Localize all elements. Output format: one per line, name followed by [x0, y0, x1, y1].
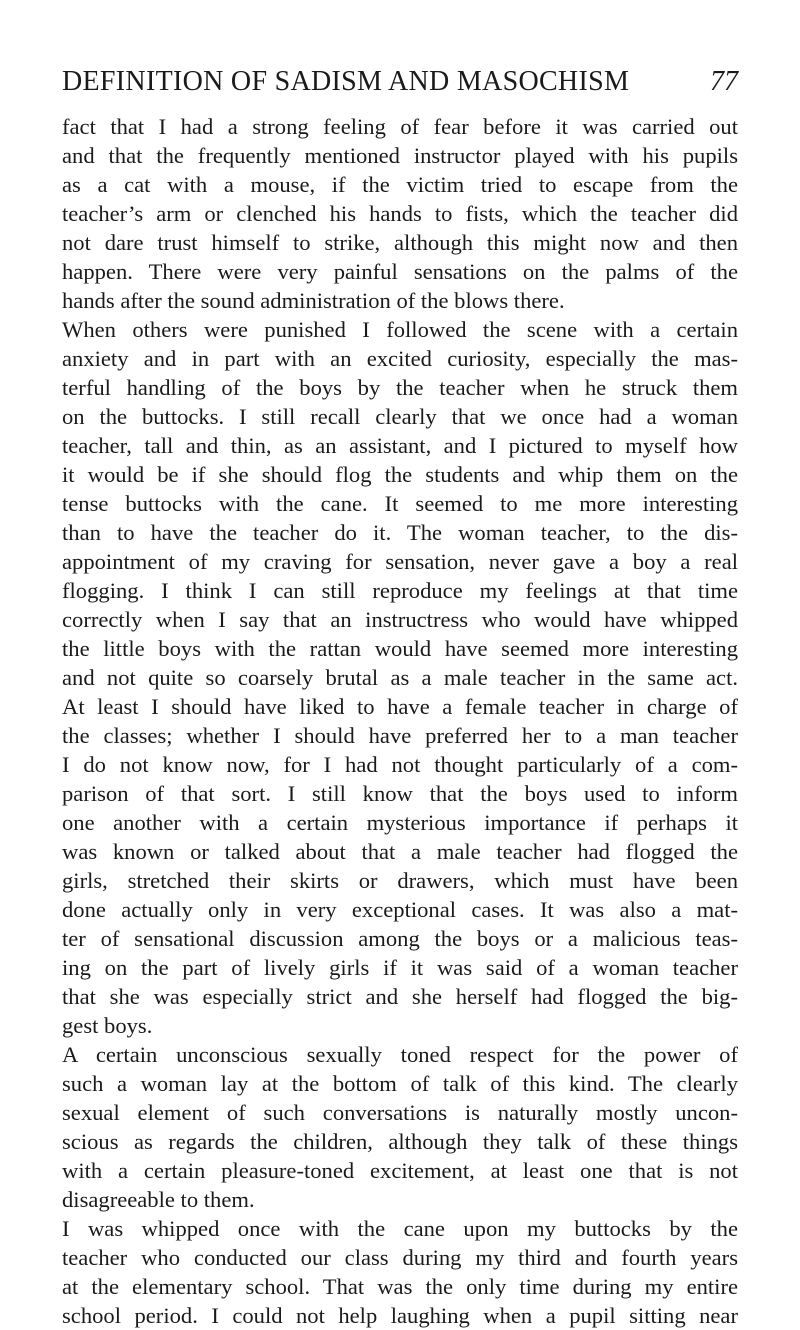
- text-line: was known or talked about that a male teacher had flogged the: [62, 839, 738, 864]
- text-line: teacher who conducted our class during my third and fourth years: [62, 1245, 738, 1270]
- text-line: on the buttocks. I still recall clearly that we once had a woman: [62, 404, 738, 429]
- text-line: such a woman lay at the bottom of talk of this kind. The clearly: [62, 1071, 738, 1096]
- text-line: at the elementary school. That was the only time during my entire: [62, 1274, 738, 1299]
- text-line: tense buttocks with the cane. It seemed to me more interesting: [62, 491, 738, 516]
- text-line: hands after the sound administration of the blows there.: [62, 288, 565, 313]
- text-line: the little boys with the rattan would have seemed more interesting: [62, 636, 738, 661]
- text-line: girls, stretched their skirts or drawers, which must have been: [62, 868, 738, 893]
- text-line: I was whipped once with the cane upon my buttocks by the: [62, 1216, 738, 1241]
- running-head: [62, 62, 738, 102]
- text-line: teacher’s arm or clenched his hands to fists, which the teacher did: [62, 201, 738, 226]
- text-line: flogging. I think I can still reproduce my feelings at that time: [62, 578, 738, 603]
- text-line: anxiety and in part with an excited curiosity, especially the mas-: [62, 346, 738, 371]
- text-line: than to have the teacher do it. The woman teacher, to the dis-: [62, 520, 738, 545]
- text-line: that she was especially strict and she herself had flogged the big-: [62, 984, 738, 1009]
- text-line: A certain unconscious sexually toned respect for the power of: [62, 1042, 738, 1067]
- page-number: 77: [710, 66, 738, 97]
- text-line: fact that I had a strong feeling of fear before it was carried out: [62, 114, 738, 139]
- text-line: disagreeable to them.: [62, 1187, 255, 1212]
- text-line: I do not know now, for I had not thought particularly of a com-: [62, 752, 738, 777]
- text-line: At least I should have liked to have a female teacher in charge of: [62, 694, 738, 719]
- text-line: terful handling of the boys by the teacher when he struck them: [62, 375, 738, 400]
- text-line: sexual element of such conversations is naturally mostly uncon-: [62, 1100, 738, 1125]
- text-line: done actually only in very exceptional cases. It was also a mat-: [62, 897, 738, 922]
- text-line: it would be if she should flog the students and whip them on the: [62, 462, 738, 487]
- text-line: ter of sensational discussion among the boys or a malicious teas-: [62, 926, 738, 951]
- text-line: When others were punished I followed the scene with a certain: [62, 317, 738, 342]
- text-line: happen. There were very painful sensations on the palms of the: [62, 259, 738, 284]
- text-line: one another with a certain mysterious importance if perhaps it: [62, 810, 738, 835]
- text-line: the classes; whether I should have preferred her to a man teacher: [62, 723, 738, 748]
- text-line: parison of that sort. I still know that the boys used to inform: [62, 781, 738, 806]
- text-line: not dare trust himself to strike, although this might now and then: [62, 230, 738, 255]
- running-title: DEFINITION OF SADISM AND MASOCHISM: [62, 66, 630, 97]
- text-line: and that the frequently mentioned instructor played with his pupils: [62, 143, 738, 168]
- text-line: gest boys.: [62, 1013, 153, 1038]
- text-line: as a cat with a mouse, if the victim tried to escape from the: [62, 172, 738, 197]
- text-line: with a certain pleasure-toned excitement, at least one that is not: [62, 1158, 738, 1183]
- text-line: teacher, tall and thin, as an assistant, and I pictured to myself how: [62, 433, 738, 458]
- text-line: correctly when I say that an instructress who would have whipped: [62, 607, 738, 632]
- text-line: ing on the part of lively girls if it was said of a woman teacher: [62, 955, 738, 980]
- text-line: school period. I could not help laughing when a pupil sitting near: [62, 1303, 738, 1328]
- text-line: and not quite so coarsely brutal as a male teacher in the same act.: [62, 665, 738, 690]
- body-text: [62, 112, 738, 1330]
- text-line: scious as regards the children, although they talk of these things: [62, 1129, 738, 1154]
- text-line: appointment of my craving for sensation, never gave a boy a real: [62, 549, 738, 574]
